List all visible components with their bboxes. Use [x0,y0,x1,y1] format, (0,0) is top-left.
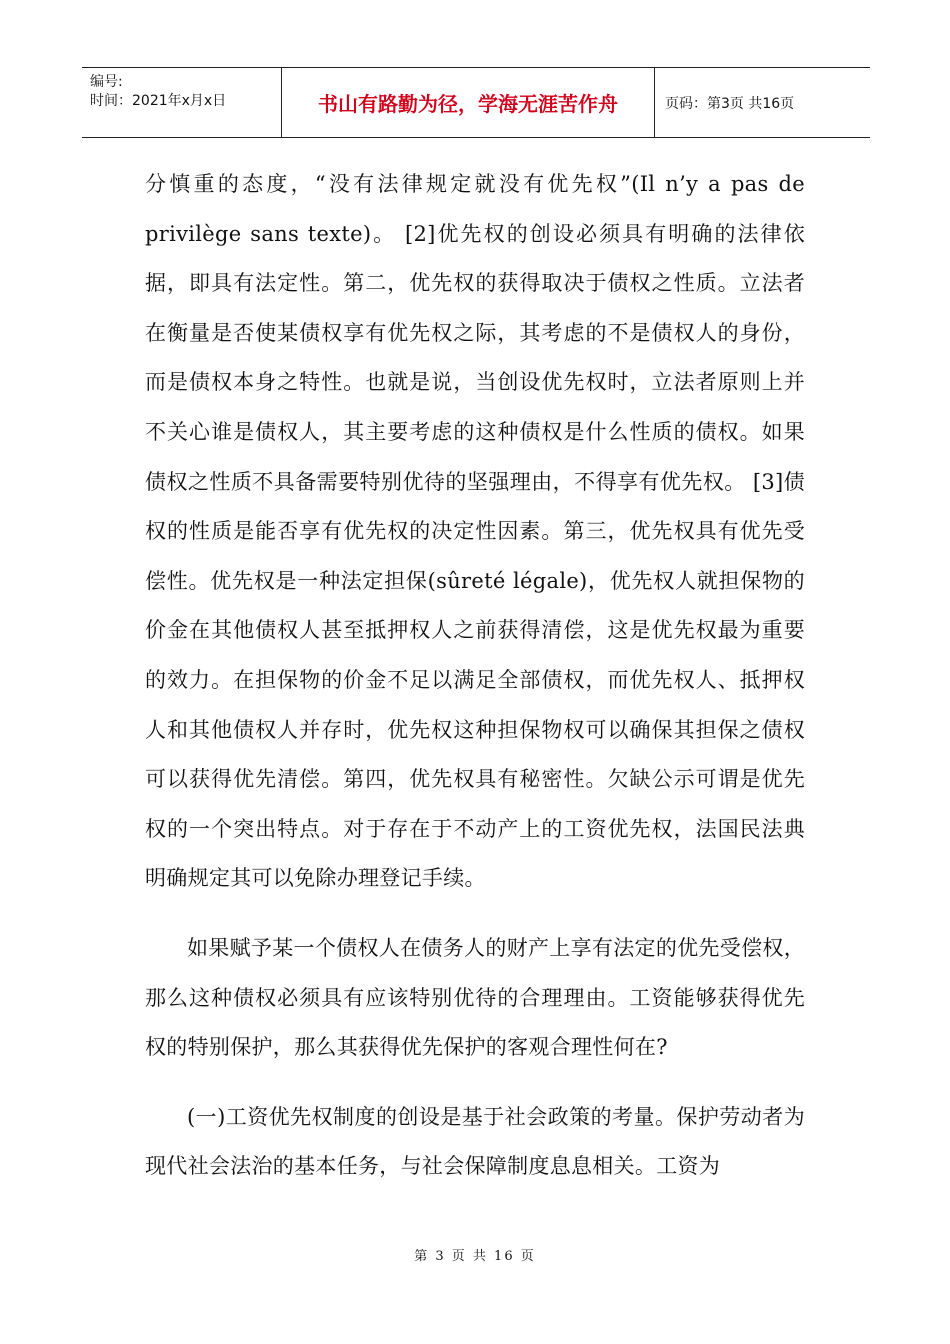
paragraph-continued: 分慎重的态度，“没有法律规定就没有优先权”(Il n’y a pas de privilège sans texte)。 [2]优先权的创设必须具有明确的法律依据，即具有法定性。第二，优先权的获得取决于债权之性质。立法者在衡量是否使某债权享有优先权之际，其考虑的不是债权人的身份，而是债权本身之特性。也就是说，当创设优先权时，立法者原则上并不关心谁是债权人，其主要考虑的这种债权是什么性质的债权。如果债权之性质不具备需要特别优待的坚强理由，不得享有优先权。 [3]债权的性质是能否享有优先权的决定性因素。第三，优先权具有优先受偿性。优先权是一种法定担保(sûreté légale)，优先权人就担保物的价金在其他债权人甚至抵押权人之前获得清偿，这是优先权最为重要的效力。在担保物的价金不足以满足全部债权，而优先权人、抵押权人和其他债权人并存时，优先权这种担保物权可以确保其担保之债权可以获得优先清偿。第四，优先权具有秘密性。欠缺公示可谓是优先权的一个突出特点。对于存在于不动产上的工资优先权，法国民法典明确规定其可以免除办理登记手续。 [145,172,805,891]
document-header [82,67,870,138]
date-label: 时间：2021年x月x日 [90,93,227,109]
page-footer: 第 3 页 共 16 页 [414,1249,536,1264]
header-page-number: 页码：第3页 共16页 [665,95,795,112]
header-meta [82,68,282,137]
document-body [145,160,805,1212]
paragraph: (一)工资优先权制度的创设是基于社会政策的考量。保护劳动者为现代社会法治的基本任务，与社会保障制度息息相关。工资为 [145,1104,805,1179]
code-label: 编号: [90,74,123,90]
paragraph: 如果赋予某一个债权人在债务人的财产上享有法定的优先受偿权，那么这种债权必须具有应该特别优待的合理理由。工资能够获得优先权的特别保护，那么其获得优先保护的客观合理性何在? [145,935,805,1060]
header-motto: 书山有路勤为径，学海无涯苦作舟 [282,68,655,137]
